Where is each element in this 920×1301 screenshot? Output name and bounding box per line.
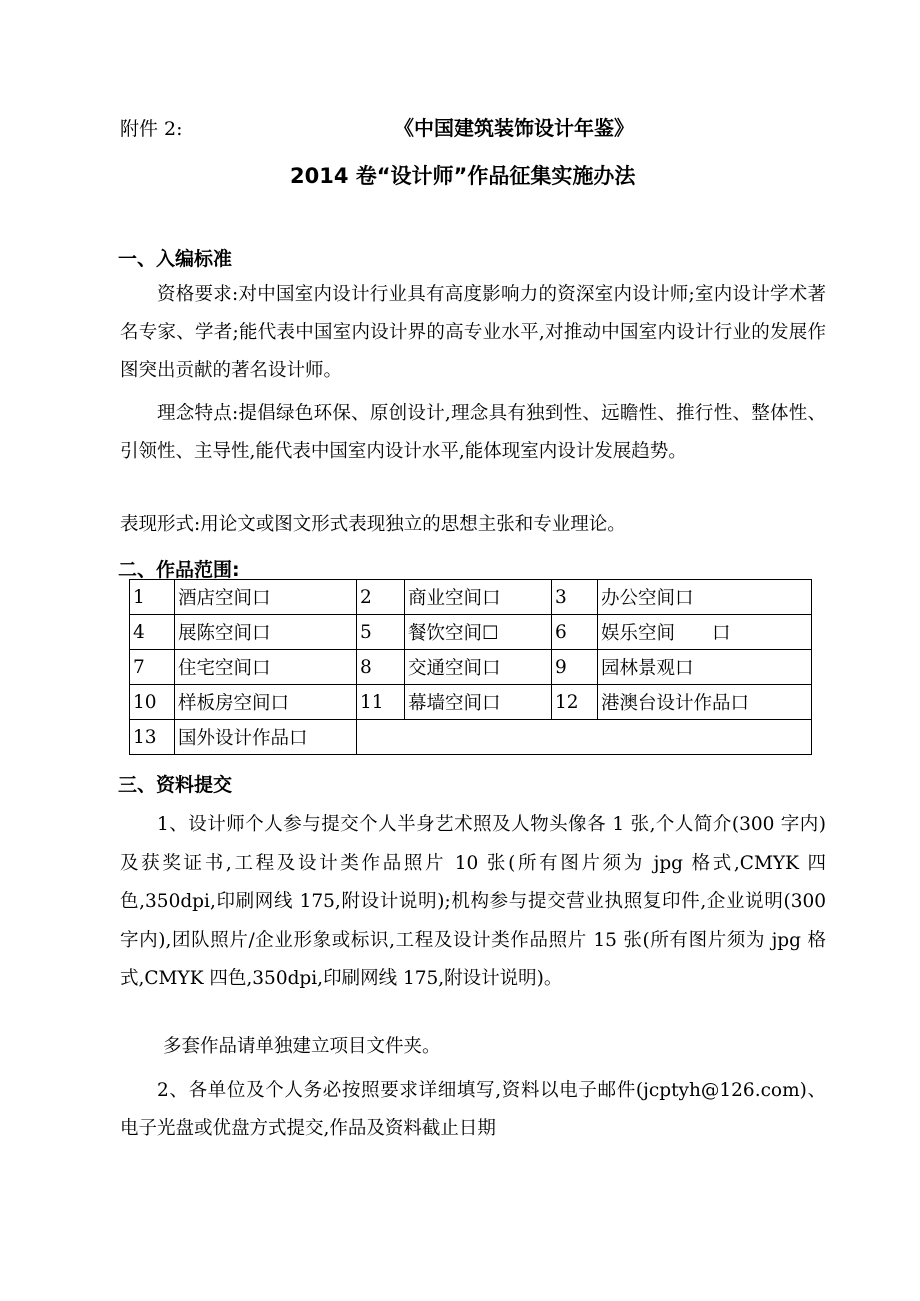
submission-item-2: 2、各单位及个人务必按照要求详细填写,资料以电子邮件(jcptyh@126.com)、电子光盘或优盘方式提交,作品及资料截止日期 [120, 1080, 826, 1139]
submission-item-1: 1、设计师个人参与提交个人半身艺术照及人物头像各 1 张,个人简介(300 字内)及获奖证书,工程及设计类作品照片 10 张(所有图片须为 jpg 格式,CMYK 四色,350dpi,印刷网线 175,附设计说明);机构参与提交营业执照复印件,企业说明(300 字内),团队照片/企业形象或标识,工程及设计类作品照片 15 张(所有图片须为 jpg 格式,CMYK 四色,350dpi,印刷网线 175,附设计说明)。 [120, 814, 826, 989]
document-title: 《中国建筑装饰设计年鉴》 [394, 116, 634, 140]
empty-cell [357, 720, 812, 755]
category-number: 2 [357, 580, 405, 615]
category-name: 港澳台设计作品口 [598, 685, 812, 720]
qualification-paragraph: 资格要求:对中国室内设计行业具有高度影响力的资深室内设计师;室内设计学术著名专家、学者;能代表中国室内设计界的高专业水平,对推动中国室内设计行业的发展作图突出贡献的著名设计师。 [120, 284, 826, 381]
table-row [130, 685, 812, 720]
table-row [130, 720, 812, 755]
concept-paragraph: 理念特点:提倡绿色环保、原创设计,理念具有独到性、远瞻性、推行性、整体性、引领性、主导性,能代表中国室内设计水平,能体现室内设计发展趋势。 [120, 403, 826, 462]
category-number: 10 [130, 685, 175, 720]
form-paragraph: 表现形式:用论文或图文形式表现独立的思想主张和专业理论。 [120, 514, 626, 535]
category-number: 11 [357, 685, 405, 720]
category-name: 园林景观口 [598, 650, 812, 685]
category-name: 娱乐空间 口 [598, 615, 812, 650]
category-number: 12 [552, 685, 598, 720]
category-name: 国外设计作品口 [175, 720, 357, 755]
attachment-label: 附件 2: [120, 118, 183, 140]
category-name: 住宅空间口 [175, 650, 357, 685]
category-number: 8 [357, 650, 405, 685]
category-number: 1 [130, 580, 175, 615]
category-name: 样板房空间口 [175, 685, 357, 720]
category-number: 3 [552, 580, 598, 615]
section-heading-scope: 二、作品范围: [118, 559, 240, 581]
category-name: 酒店空间口 [175, 580, 357, 615]
table-row [130, 650, 812, 685]
table-row [130, 580, 812, 615]
category-number: 5 [357, 615, 405, 650]
category-number: 7 [130, 650, 175, 685]
document-subtitle: 2014 卷“设计师”作品征集实施办法 [290, 164, 636, 188]
section-heading-criteria: 一、入编标准 [118, 248, 233, 270]
category-number: 13 [130, 720, 175, 755]
category-name: 幕墙空间口 [405, 685, 552, 720]
section-heading-submission: 三、资料提交 [118, 774, 233, 796]
category-name: 餐饮空间☐ [405, 615, 552, 650]
category-number: 6 [552, 615, 598, 650]
category-number: 9 [552, 650, 598, 685]
category-name: 商业空间口 [405, 580, 552, 615]
submission-note: 多套作品请单独建立项目文件夹。 [163, 1036, 441, 1057]
category-name: 交通空间口 [405, 650, 552, 685]
category-name: 展陈空间口 [175, 615, 357, 650]
scope-table [129, 579, 812, 755]
category-name: 办公空间口 [598, 580, 812, 615]
table-row [130, 615, 812, 650]
category-number: 4 [130, 615, 175, 650]
